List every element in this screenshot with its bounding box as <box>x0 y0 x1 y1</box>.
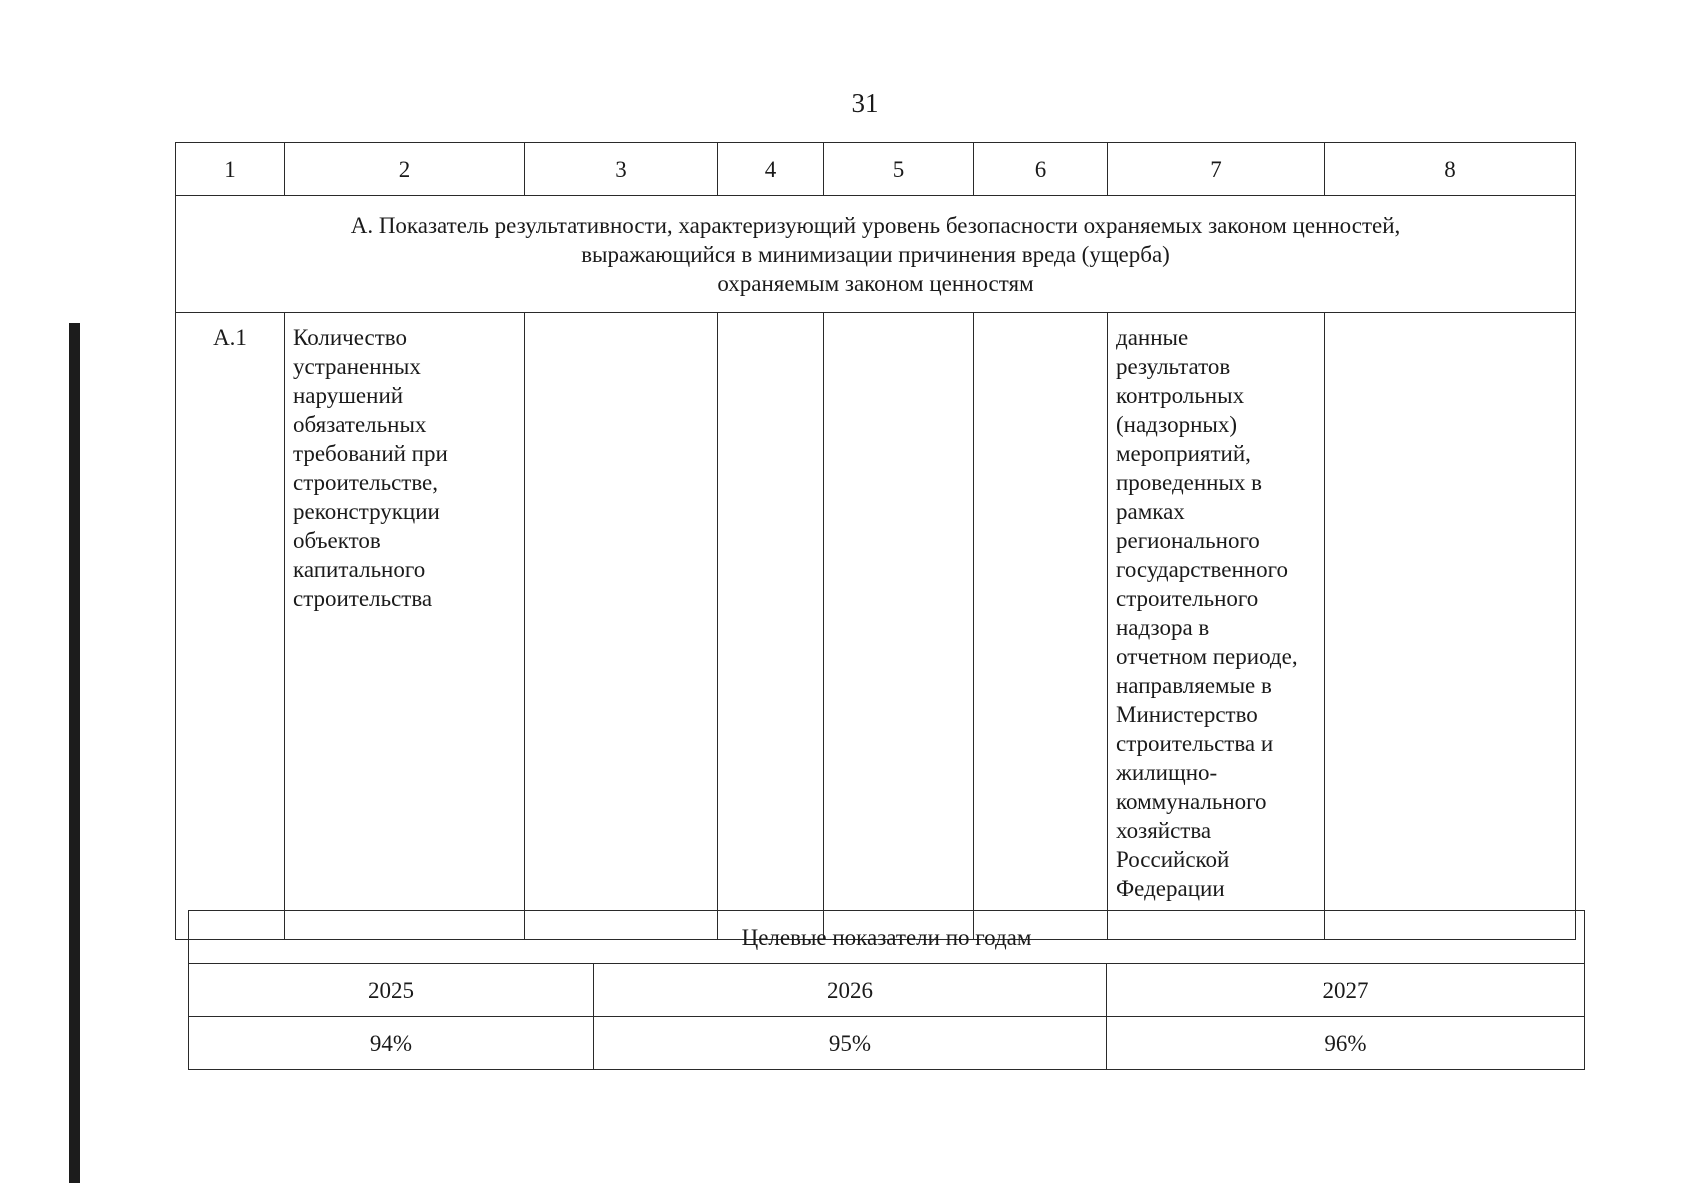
indicator-source-line: строительства и <box>1116 731 1274 756</box>
column-header: 3 <box>525 143 718 196</box>
indicator-table <box>175 142 1576 940</box>
indicator-source-line: хозяйства <box>1116 818 1212 843</box>
indicator-source-line: Министерство <box>1116 702 1258 727</box>
indicator-source-line: рамках <box>1116 499 1185 524</box>
targets-values-row <box>189 1017 1585 1070</box>
target-value: 96% <box>1107 1017 1585 1070</box>
column-header: 5 <box>824 143 974 196</box>
section-heading <box>176 196 1576 313</box>
targets-table <box>188 910 1585 1070</box>
indicator-source-line: (надзорных) <box>1116 412 1238 437</box>
indicator-source-line: данные <box>1116 325 1189 350</box>
column-header: 1 <box>176 143 285 196</box>
indicator-source-line: жилищно- <box>1116 760 1218 785</box>
indicator-name-line: нарушений <box>293 383 404 408</box>
section-heading-line: А. Показатель результативности, характеризующий уровень безопасности охраняемых законом ценностей, <box>350 212 1401 238</box>
indicator-col-3 <box>525 313 718 940</box>
column-number-row <box>176 143 1576 196</box>
indicator-source-line: коммунального <box>1116 789 1267 814</box>
target-value: 95% <box>594 1017 1107 1070</box>
indicator-name <box>285 313 525 940</box>
indicator-source-line: регионального <box>1116 528 1260 553</box>
indicator-col-8 <box>1325 313 1576 940</box>
indicator-source-line: строительного <box>1116 586 1259 611</box>
indicator-source-line: контрольных <box>1116 383 1245 408</box>
targets-title: Целевые показатели по годам <box>189 911 1585 964</box>
column-header: 7 <box>1108 143 1325 196</box>
indicator-name-line: устраненных <box>293 354 421 379</box>
indicator-source-line: результатов <box>1116 354 1231 379</box>
indicator-name-line: объектов <box>293 528 381 553</box>
indicator-name-line: обязательных <box>293 412 427 437</box>
indicator-source-line: мероприятий, <box>1116 441 1251 466</box>
indicator-source-line: Федерации <box>1116 876 1225 901</box>
indicator-source-line: государственного <box>1116 557 1288 582</box>
indicator-name-line: строительства <box>293 586 433 611</box>
targets-title-row <box>189 911 1585 964</box>
indicator-source-line: проведенных в <box>1116 470 1263 495</box>
column-header: 4 <box>718 143 824 196</box>
indicator-source-line: надзора в <box>1116 615 1210 640</box>
indicator-source-line: направляемые в <box>1116 673 1272 698</box>
indicator-col-4 <box>718 313 824 940</box>
indicator-code: А.1 <box>176 313 285 940</box>
target-value: 94% <box>189 1017 594 1070</box>
section-heading-row <box>176 196 1576 313</box>
page-number: 31 <box>851 88 879 118</box>
indicator-source-line: отчетном периоде, <box>1116 644 1298 669</box>
indicator-name-line: реконструкции <box>293 499 440 524</box>
targets-years-row <box>189 964 1585 1017</box>
indicator-source-line: Российской <box>1116 847 1230 872</box>
section-heading-line: охраняемым законом ценностям <box>717 270 1034 296</box>
indicator-source <box>1108 313 1325 940</box>
target-year: 2026 <box>594 964 1107 1017</box>
indicator-col-6 <box>974 313 1108 940</box>
indicator-row <box>176 313 1576 940</box>
indicator-name-line: требований при <box>293 441 448 466</box>
column-header: 6 <box>974 143 1108 196</box>
target-year: 2025 <box>189 964 594 1017</box>
indicator-name-line: строительстве, <box>293 470 439 495</box>
column-header: 2 <box>285 143 525 196</box>
scan-edge-bar <box>69 323 80 1183</box>
indicator-col-5 <box>824 313 974 940</box>
indicator-name-line: Количество <box>293 325 407 350</box>
indicator-name-line: капитального <box>293 557 426 582</box>
target-year: 2027 <box>1107 964 1585 1017</box>
column-header: 8 <box>1325 143 1576 196</box>
section-heading-line: выражающийся в минимизации причинения вреда (ущерба) <box>581 241 1170 267</box>
